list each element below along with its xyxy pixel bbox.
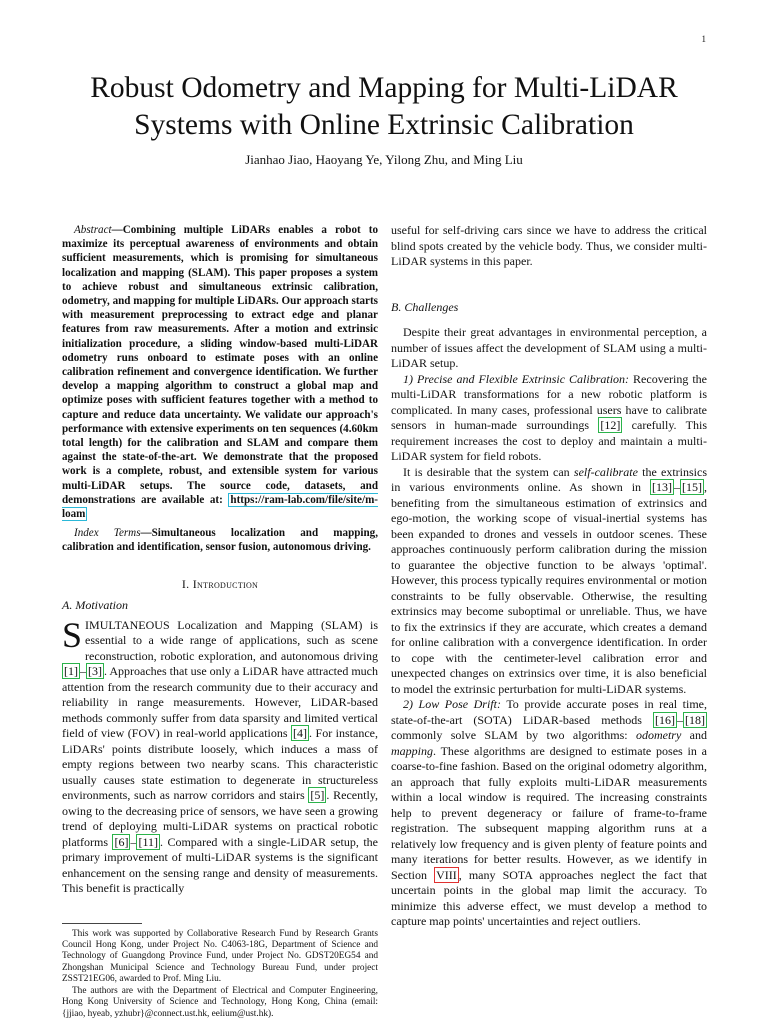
paper-title <box>40 70 728 144</box>
footnote-funding: This work was supported by Collaborative Research Fund by Research Grants Council Hong Kong, under Project No. C4063-18G, Department of Science and Technology of Guangdong Province Fund, under Project No. GDST20EG54 and Zhongshan Municipal Science and Technology Bureau Fund, under project ZSST21EG06, awarded to Prof. Ming Liu. <box>62 928 378 985</box>
text-run: carefully. This requirement increases the cost to deploy and maintain a multi-LiDAR system for field robots. <box>391 418 707 463</box>
citation-link[interactable]: [1] <box>64 664 78 679</box>
footnote-affiliation: The authors are with the Department of Electrical and Computer Engineering, Hong Kong University of Science and Technology, Hong Kong, China (email: {jjiao, hyeab, yzhubr}@connect.ust.hk, eelium@ust.hk). <box>62 985 378 1019</box>
challenge-calibration <box>391 372 707 465</box>
index-terms-lead: Index Terms <box>74 527 141 540</box>
left-column <box>62 223 378 1020</box>
subsection-heading-motivation: A. Motivation <box>62 598 128 613</box>
section-heading-introduction: I. Introduction <box>181 576 259 591</box>
section-link[interactable]: VIII <box>436 867 457 882</box>
text-run: – <box>80 664 86 679</box>
citation-link[interactable]: [15] <box>682 480 702 494</box>
text-run: To provide accurate poses in real time, state-of-the-art (SOTA) LiDAR-based methods <box>391 697 708 727</box>
citation-link[interactable]: [11] <box>138 834 158 849</box>
text-run: , many SOTA approaches neglect the fact that uncertain points in the global map limit the accuracy. To minimize this adverse effect, we must develop a method to capture map points' uncertainties and reject outliers. <box>391 867 707 928</box>
text-run: . Approaches that use only a LiDAR have attracted much attention from the research community due to their accuracy and reliability in range measurements. However, LiDAR-based methods commonly suffer from data sparsity and limited vertical field of view (FOV) in real-world applications <box>62 664 378 741</box>
author-list: Jianhao Jiao, Haoyang Ye, Yilong Zhu, and Ming Liu <box>245 152 523 167</box>
challenge-pose-drift <box>391 697 707 930</box>
footnote-divider <box>62 923 142 924</box>
text-run: the extrinsics in various environments online. As shown in <box>391 464 707 494</box>
citation-link[interactable]: [16] <box>655 712 675 727</box>
page-number: 1 <box>701 34 706 44</box>
title-line-1: Robust Odometry and Mapping for Multi-LiDAR <box>90 72 678 104</box>
text-run: , benefiting from the simultaneous estimation of extrinsics and ego-motion, the working scope of visual-inertial systems has been expanded to drones and vessels in outdoor scenes. These approaches continuously perform calibration during the mission to guarantee the objective function to be always 'optimal'. However, this process typically requires environmental or motion constraints to be fully observable. Otherwise, the resulting extrinsics may become suboptimal or unreliable. Thus, we have to fix the extrinsics if they are accurate, which creates a demand for online calibration with a convergence identification. In order to cope with the centimeter-level calibration error and unexpected changes on extrinsics over time, it is also beneficial to model the extrinsic perturbation for multi-LiDAR systems. <box>391 480 707 696</box>
abstract <box>62 223 378 521</box>
text-run: IMULTANEOUS Localization and Mapping (SLAM) is essential to a wide range of applications, such as scene reconstruction, robotic exploration, and autonomous driving <box>85 617 378 663</box>
challenge-calibration-heading: 1) Precise and Flexible Extrinsic Calibration: <box>403 371 630 386</box>
text-run: Recovering the multi-LiDAR transformations for a new robotic platform is complicated. In many cases, professional users have to calibrate sensors in human-made surroundings <box>391 371 707 432</box>
title-line-2: Systems with Online Extrinsic Calibration <box>134 109 634 141</box>
emphasis: odometry <box>635 728 682 742</box>
text-run: . Recently, owing to the decreasing price of sensors, we have seen a growing trend of deploying multi-LiDAR systems on practical robotic platforms <box>62 788 378 849</box>
source-code-link[interactable]: https://ram-lab.com/file/site/m-loam <box>62 493 378 521</box>
index-terms <box>62 526 378 554</box>
text-run: – <box>677 712 683 727</box>
motivation-continued: useful for self-driving cars since we have to address the critical blind spots created by the vehicle body. Thus, we consider multi-LiDAR systems in this paper. <box>391 223 707 268</box>
text-run: . For instance, LiDARs' points distribute loosely, which induces a mass of empty regions between two nearby scans. This characteristic usually causes state estimation to degenerate in structureless environments, such as narrow corridors and stairs <box>62 726 378 803</box>
drop-cap: S <box>62 614 83 655</box>
text-run: – <box>674 480 680 494</box>
citation-link[interactable]: [4] <box>293 726 308 741</box>
citation-link[interactable]: [13] <box>652 480 672 494</box>
challenges-intro: Despite their great advantages in environmental perception, a number of issues affect the development of SLAM using a multi-LiDAR setup. <box>391 325 707 370</box>
abstract-lead: Abstract <box>74 224 112 236</box>
citation-link[interactable]: [5] <box>310 788 325 803</box>
subsection-heading-challenges: B. Challenges <box>391 299 459 314</box>
citation-link[interactable]: [6] <box>114 834 129 849</box>
spacer <box>391 270 707 300</box>
abstract-text: —Combining multiple LiDARs enables a robot to maximize its perceptual awareness of environments and obtain sufficient measurements, which is promising for simultaneous localization and mapping (SLAM). This paper proposes a system to achieve robust and simultaneous extrinsic calibration, odometry, and mapping for multiple LiDARs. Our approach starts with measurement preprocessing to extract edge and planar features from raw measurements. After a motion and extrinsic initialization procedure, a sliding window-based multi-LiDAR odometry runs onboard to estimate poses with an online calibration refinement and convergence identification. We further develop a mapping algorithm to construct a global map and optimize poses with sufficient features together with a method to capture and reduce data uncertainty. We validate our approach's performance with extensive experiments on ten sequences (4.60km total length) for the calibration and SLAM and compare them against the state-of-the-art. We demonstrate that the proposed work is a complete, robust, and extensible system for various multi-LiDAR setups. The source code, datasets, and demonstrations are available at: <box>62 224 378 506</box>
emphasis: self-calibrate <box>573 464 638 479</box>
text-run: It is desirable that the system can <box>403 464 574 479</box>
challenge-pose-drift-heading: 2) Low Pose Drift: <box>403 697 501 711</box>
citation-link[interactable]: [12] <box>600 418 621 432</box>
challenge-self-calibration <box>391 465 707 698</box>
text-run: . These algorithms are designed to estimate poses in a coarse-to-fine fashion. Based on the original odometry algorithm, an approach that fully exploits multi-LiDAR measurements within a local window is required. The increasing constraints help to prevent degeneracy or failure of frame-to-frame registration. The subsequent mapping algorithm runs at a relatively low frequency and is given plenty of feature points and many iterations for better results. However, as we identify in Section <box>391 743 707 882</box>
index-terms-text: —Simultaneous localization and mapping, calibration and identification, sensor fusion, autonomous driving. <box>62 527 378 554</box>
citation-link[interactable]: [18] <box>685 712 705 727</box>
text-run: . Compared with a single-LiDAR setup, the primary improvement of multi-LiDAR systems is the significant enhancement on the sensing range and density of measurements. This benefit is practically <box>62 834 379 896</box>
right-column <box>391 223 707 930</box>
citation-link[interactable]: [3] <box>88 664 102 679</box>
emphasis: mapping <box>391 743 433 758</box>
motivation-paragraph <box>62 614 379 897</box>
text-run: commonly solve SLAM by two algorithms: <box>391 728 636 742</box>
text-run: – <box>130 834 137 849</box>
text-run: and <box>681 728 707 742</box>
